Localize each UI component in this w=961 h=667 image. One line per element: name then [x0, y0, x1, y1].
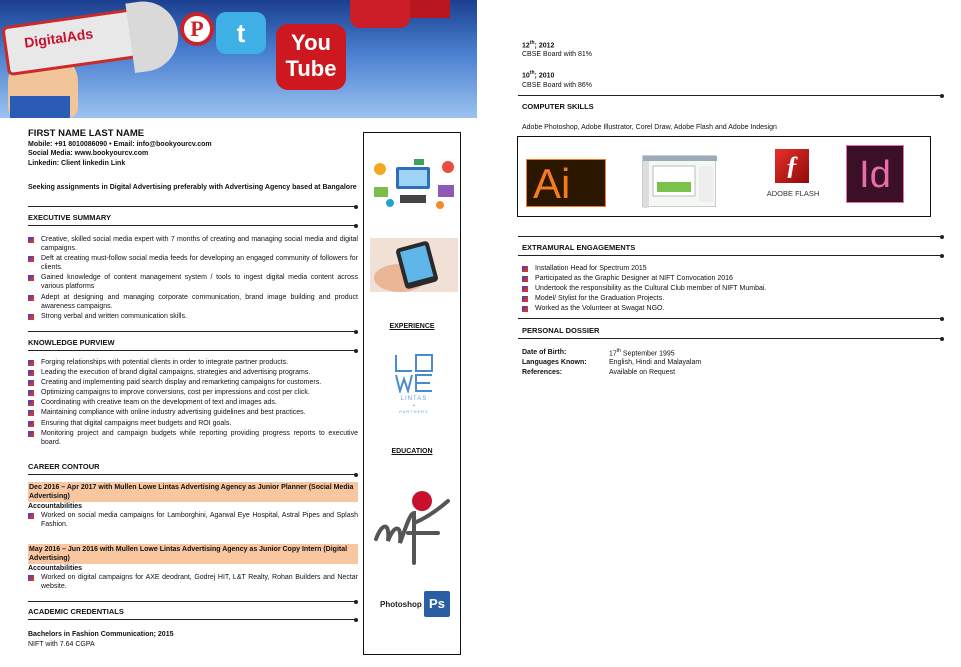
- list-item: Creating and implementing paid search display and remarketing campaigns for customers.: [28, 378, 358, 387]
- red-shape-decoration: [410, 0, 450, 18]
- lowe-lintas-text: LINTAS: [400, 396, 428, 403]
- job-header: May 2016 – Jun 2016 with Mullen Lowe Lintas Advertising Agency as Junior Copy Intern (Digital Advertising): [28, 544, 358, 564]
- dob-sup: th: [616, 348, 621, 354]
- grade-text: NIFT with 7.64 CGPA: [28, 641, 95, 648]
- flash-f-icon: ƒ: [775, 149, 809, 183]
- youtube-bottom-text: Tube: [285, 56, 337, 81]
- list-item: Worked on social media campaigns for Lamborghini, Agarwal Eye Hospital, Astral Pipes and Splash Fashion.: [28, 511, 358, 529]
- divider: [28, 474, 356, 475]
- dob-rest: September 1995: [622, 350, 675, 358]
- section-title-personal-dossier: PERSONAL DOSSIER: [522, 326, 600, 335]
- banner-brand-text: DigitalAds: [23, 25, 95, 51]
- dob-label: Date of Birth:: [522, 349, 567, 356]
- twelfth-sup: th: [529, 40, 535, 46]
- lowe-lintas-logo: [392, 353, 436, 415]
- section-title-extramural: EXTRAMURAL ENGAGEMENTS: [522, 243, 636, 252]
- list-item: Undertook the responsibility as the Cultural Club member of NIFT Mumbai.: [522, 284, 922, 293]
- twelfth-grade: 12: [522, 42, 530, 50]
- digital-icons-collage-image: [370, 157, 458, 211]
- smartphone-digital-image: [370, 238, 458, 292]
- adobe-flash-logo: [758, 149, 828, 205]
- list-item: Strong verbal and written communication skills.: [28, 312, 358, 321]
- divider: [28, 350, 356, 351]
- list-item: Adept at designing and managing corporate communication, brand image building and product awareness campaigns.: [28, 293, 358, 311]
- divider: [518, 338, 942, 339]
- coreldraw-screenshot-icon: [642, 155, 716, 207]
- executive-summary-list: [28, 235, 358, 322]
- list-item: Gained knowledge of content management system / tools to ingest digital media content across various platforms: [28, 273, 358, 291]
- languages-value: English, Hindi and Malayalam: [609, 359, 702, 366]
- extramural-list: [522, 264, 922, 314]
- contact-mobile-email: Mobile: +91 8010086090 • Email: info@bookyourcv.com: [28, 141, 212, 149]
- references-label: References:: [522, 369, 563, 376]
- section-title-career-contour: CAREER CONTOUR: [28, 462, 100, 471]
- list-item: Creative, skilled social media expert with 7 months of creating and managing social media and digital campaigns.: [28, 235, 358, 253]
- lowe-partners-text: PARTNERS: [399, 408, 429, 414]
- twelfth-board: CBSE Board with 81%: [522, 51, 593, 58]
- tenth-sup: th: [529, 70, 535, 76]
- divider: [518, 236, 942, 237]
- section-title-executive-summary: EXECUTIVE SUMMARY: [28, 213, 112, 222]
- list-item: Model/ Stylist for the Graduation Projects.: [522, 294, 922, 303]
- flash-label: ADOBE FLASH: [766, 189, 820, 198]
- contact-linkedin: Linkedin: Client linkedin Link: [28, 159, 126, 167]
- photoshop-logo: [380, 591, 450, 619]
- lowe-plus-text: +: [412, 402, 416, 409]
- job-subheading: Accountabilities: [28, 503, 83, 511]
- list-item: Coordinating with creative team on the development of text and images ads.: [28, 398, 358, 407]
- list-item: Forging relationships with potential clients in order to integrate partner products.: [28, 358, 358, 367]
- photoshop-badge-icon: Ps: [424, 591, 450, 617]
- sleeve-illustration: [10, 96, 70, 118]
- list-item: Ensuring that digital campaigns meet budgets and ROI goals.: [28, 419, 358, 428]
- header-banner-image: [0, 0, 477, 118]
- job-header: Dec 2016 – Apr 2017 with Mullen Lowe Lintas Advertising Agency as Junior Planner (Social Media Advertising): [28, 482, 358, 502]
- references-value: Available on Request: [609, 369, 676, 376]
- software-logos-box: [517, 136, 931, 217]
- photoshop-word: Photoshop: [380, 600, 422, 609]
- list-item: Optimizing campaigns to improve conversions, cost per impressions and cost per click.: [28, 388, 358, 397]
- list-item: Installation Head for Spectrum 2015: [522, 264, 922, 273]
- languages-label: Languages Known:: [522, 359, 587, 366]
- objective-text: Seeking assignments in Digital Advertising preferably with Advertising Agency based at Bangalore: [28, 184, 357, 191]
- indesign-icon: Id: [846, 145, 904, 203]
- degree-text: Bachelors in Fashion Communication; 2015: [28, 631, 174, 638]
- dob-value: [609, 348, 675, 358]
- job-subheading: Accountabilities: [28, 565, 83, 573]
- section-title-academic-credentials: ACADEMIC CREDENTIALS: [28, 607, 124, 616]
- youtube-icon: [276, 24, 346, 90]
- divider: [518, 318, 942, 319]
- twelfth-year: 2012: [538, 42, 555, 50]
- tenth-board: CBSE Board with 86%: [522, 82, 593, 89]
- computer-skills-text: Adobe Photoshop, Adobe Illustrator, Corel Draw, Adobe Flash and Adobe Indesign: [522, 124, 777, 131]
- knowledge-purview-list: [28, 358, 358, 448]
- divider: [518, 255, 942, 256]
- list-item: Leading the execution of brand digital campaigns, strategies and advertising programs.: [28, 368, 358, 377]
- red-shape-decoration: [350, 0, 410, 28]
- divider: [518, 95, 942, 96]
- divider: [28, 225, 356, 226]
- list-item: Maintaining compliance with online industry advertising guidelines and best practices.: [28, 408, 358, 417]
- sidebar-label-experience: EXPERIENCE: [389, 323, 435, 330]
- tenth-heading: 10th; 2010: [522, 70, 555, 80]
- job-entry: [28, 482, 358, 530]
- youtube-top-text: You: [291, 30, 331, 55]
- list-item: Deft at creating must-follow social media feeds for developing an engaged community of followers for clients.: [28, 254, 358, 272]
- contact-social: Social Media: www.bookyourcv.com: [28, 150, 149, 158]
- divider: [28, 619, 356, 620]
- section-title-computer-skills: COMPUTER SKILLS: [522, 102, 594, 111]
- sidebar-image-column: [363, 132, 461, 655]
- nift-logo: [368, 483, 458, 579]
- job-entry: [28, 544, 358, 592]
- contact-block: [28, 128, 358, 168]
- pinterest-icon: P: [180, 12, 214, 46]
- section-title-knowledge-purview: KNOWLEDGE PURVIEW: [28, 338, 115, 347]
- divider: [28, 601, 356, 602]
- list-item: Participated as the Graphic Designer at NIFT Convocation 2016: [522, 274, 922, 283]
- twelfth-heading: 12th; 2012: [522, 40, 555, 50]
- divider: [28, 206, 356, 207]
- illustrator-icon: Ai: [526, 159, 606, 207]
- twitter-icon: t: [216, 12, 266, 54]
- sidebar-label-education: EDUCATION: [391, 448, 433, 455]
- list-item: Worked on digital campaigns for AXE deodrant, Godrej HIT, L&T Realty, Rohan Builders and Nectar website.: [28, 573, 358, 591]
- divider: [28, 331, 356, 332]
- dob-day: 17: [609, 350, 617, 358]
- list-item: Monitoring project and campaign budgets while reporting providing progress reports to executive board.: [28, 429, 358, 447]
- list-item: Worked as the Volunteer at Swagat NGO.: [522, 304, 922, 313]
- candidate-name: FIRST NAME LAST NAME: [28, 128, 145, 139]
- megaphone-cone: [125, 0, 182, 73]
- tenth-grade: 10: [522, 72, 530, 80]
- tenth-year: 2010: [538, 72, 555, 80]
